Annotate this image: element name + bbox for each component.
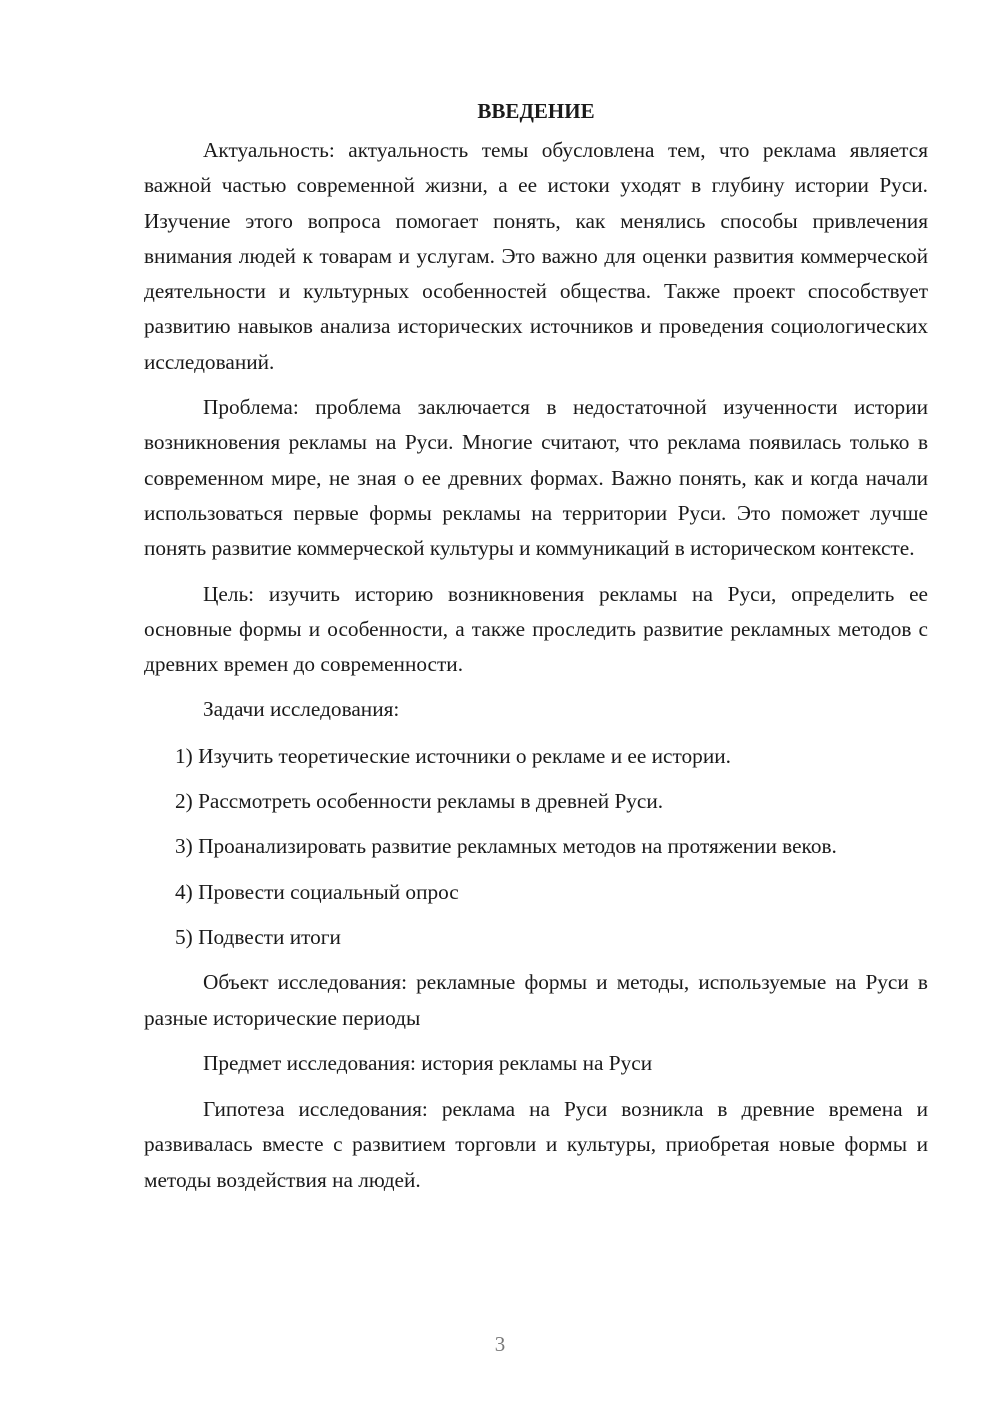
task-number: 3) [175, 834, 193, 859]
task-text: Подвести итоги [198, 924, 341, 949]
task-text: Проанализировать развитие рекламных методов на протяжении веков. [198, 834, 837, 859]
tasks-heading: Задачи исследования: [203, 697, 400, 722]
goal-paragraph: Цель: изучить историю возникновения рекламы на Руси, определить ее основные формы и особенности, а также проследить развитие рекламных методов с древних времен до современности. [144, 581, 928, 677]
page-content [144, 94, 928, 1208]
task-text: Рассмотреть особенности рекламы в древней Руси. [198, 789, 664, 814]
object-paragraph: Объект исследования: рекламные формы и методы, используемые на Руси в разные исторические периоды [144, 970, 928, 1030]
task-item [144, 829, 928, 864]
subject-paragraph: Предмет исследования: история рекламы на Руси [203, 1050, 653, 1075]
task-number: 5) [175, 924, 193, 949]
task-text: Провести социальный опрос [198, 879, 459, 904]
problem-paragraph: Проблема: проблема заключается в недостаточной изученности истории возникновения рекламы на Руси. Многие считают, что реклама появилась только в современном мире, не зная о ее древних формах. Важно понять, как и когда начали использоваться первые формы рекламы на территории Руси. Это поможет лучше понять развитие коммерческой культуры и коммуникаций в историческом контексте. [144, 395, 928, 561]
relevance-paragraph: Актуальность: актуальность темы обусловлена тем, что реклама является важной частью современной жизни, а ее истоки уходят в глубину истории Руси. Изучение этого вопроса помогает понять, как менялись способы привлечения внимания людей к товарам и услугам. Это важно для оценки развития коммерческой деятельности и культурных особенностей общества. Также проект способствует развитию навыков анализа исторических источников и проведения социологических исследований. [144, 138, 928, 374]
task-item [144, 920, 928, 955]
task-number: 1) [175, 743, 193, 768]
task-item [144, 784, 928, 819]
task-text: Изучить теоретические источники о рекламе и ее истории. [198, 743, 731, 768]
hypothesis-paragraph: Гипотеза исследования: реклама на Руси возникла в древние времена и развивалась вместе с развитием торговли и культуры, приобретая новые формы и методы воздействия на людей. [144, 1097, 928, 1192]
page-number: 3 [494, 1332, 506, 1356]
section-heading: ВВЕДЕНИЕ [477, 99, 595, 123]
task-item [144, 739, 928, 774]
task-item [144, 875, 928, 910]
task-number: 2) [175, 789, 193, 814]
task-number: 4) [175, 879, 193, 904]
